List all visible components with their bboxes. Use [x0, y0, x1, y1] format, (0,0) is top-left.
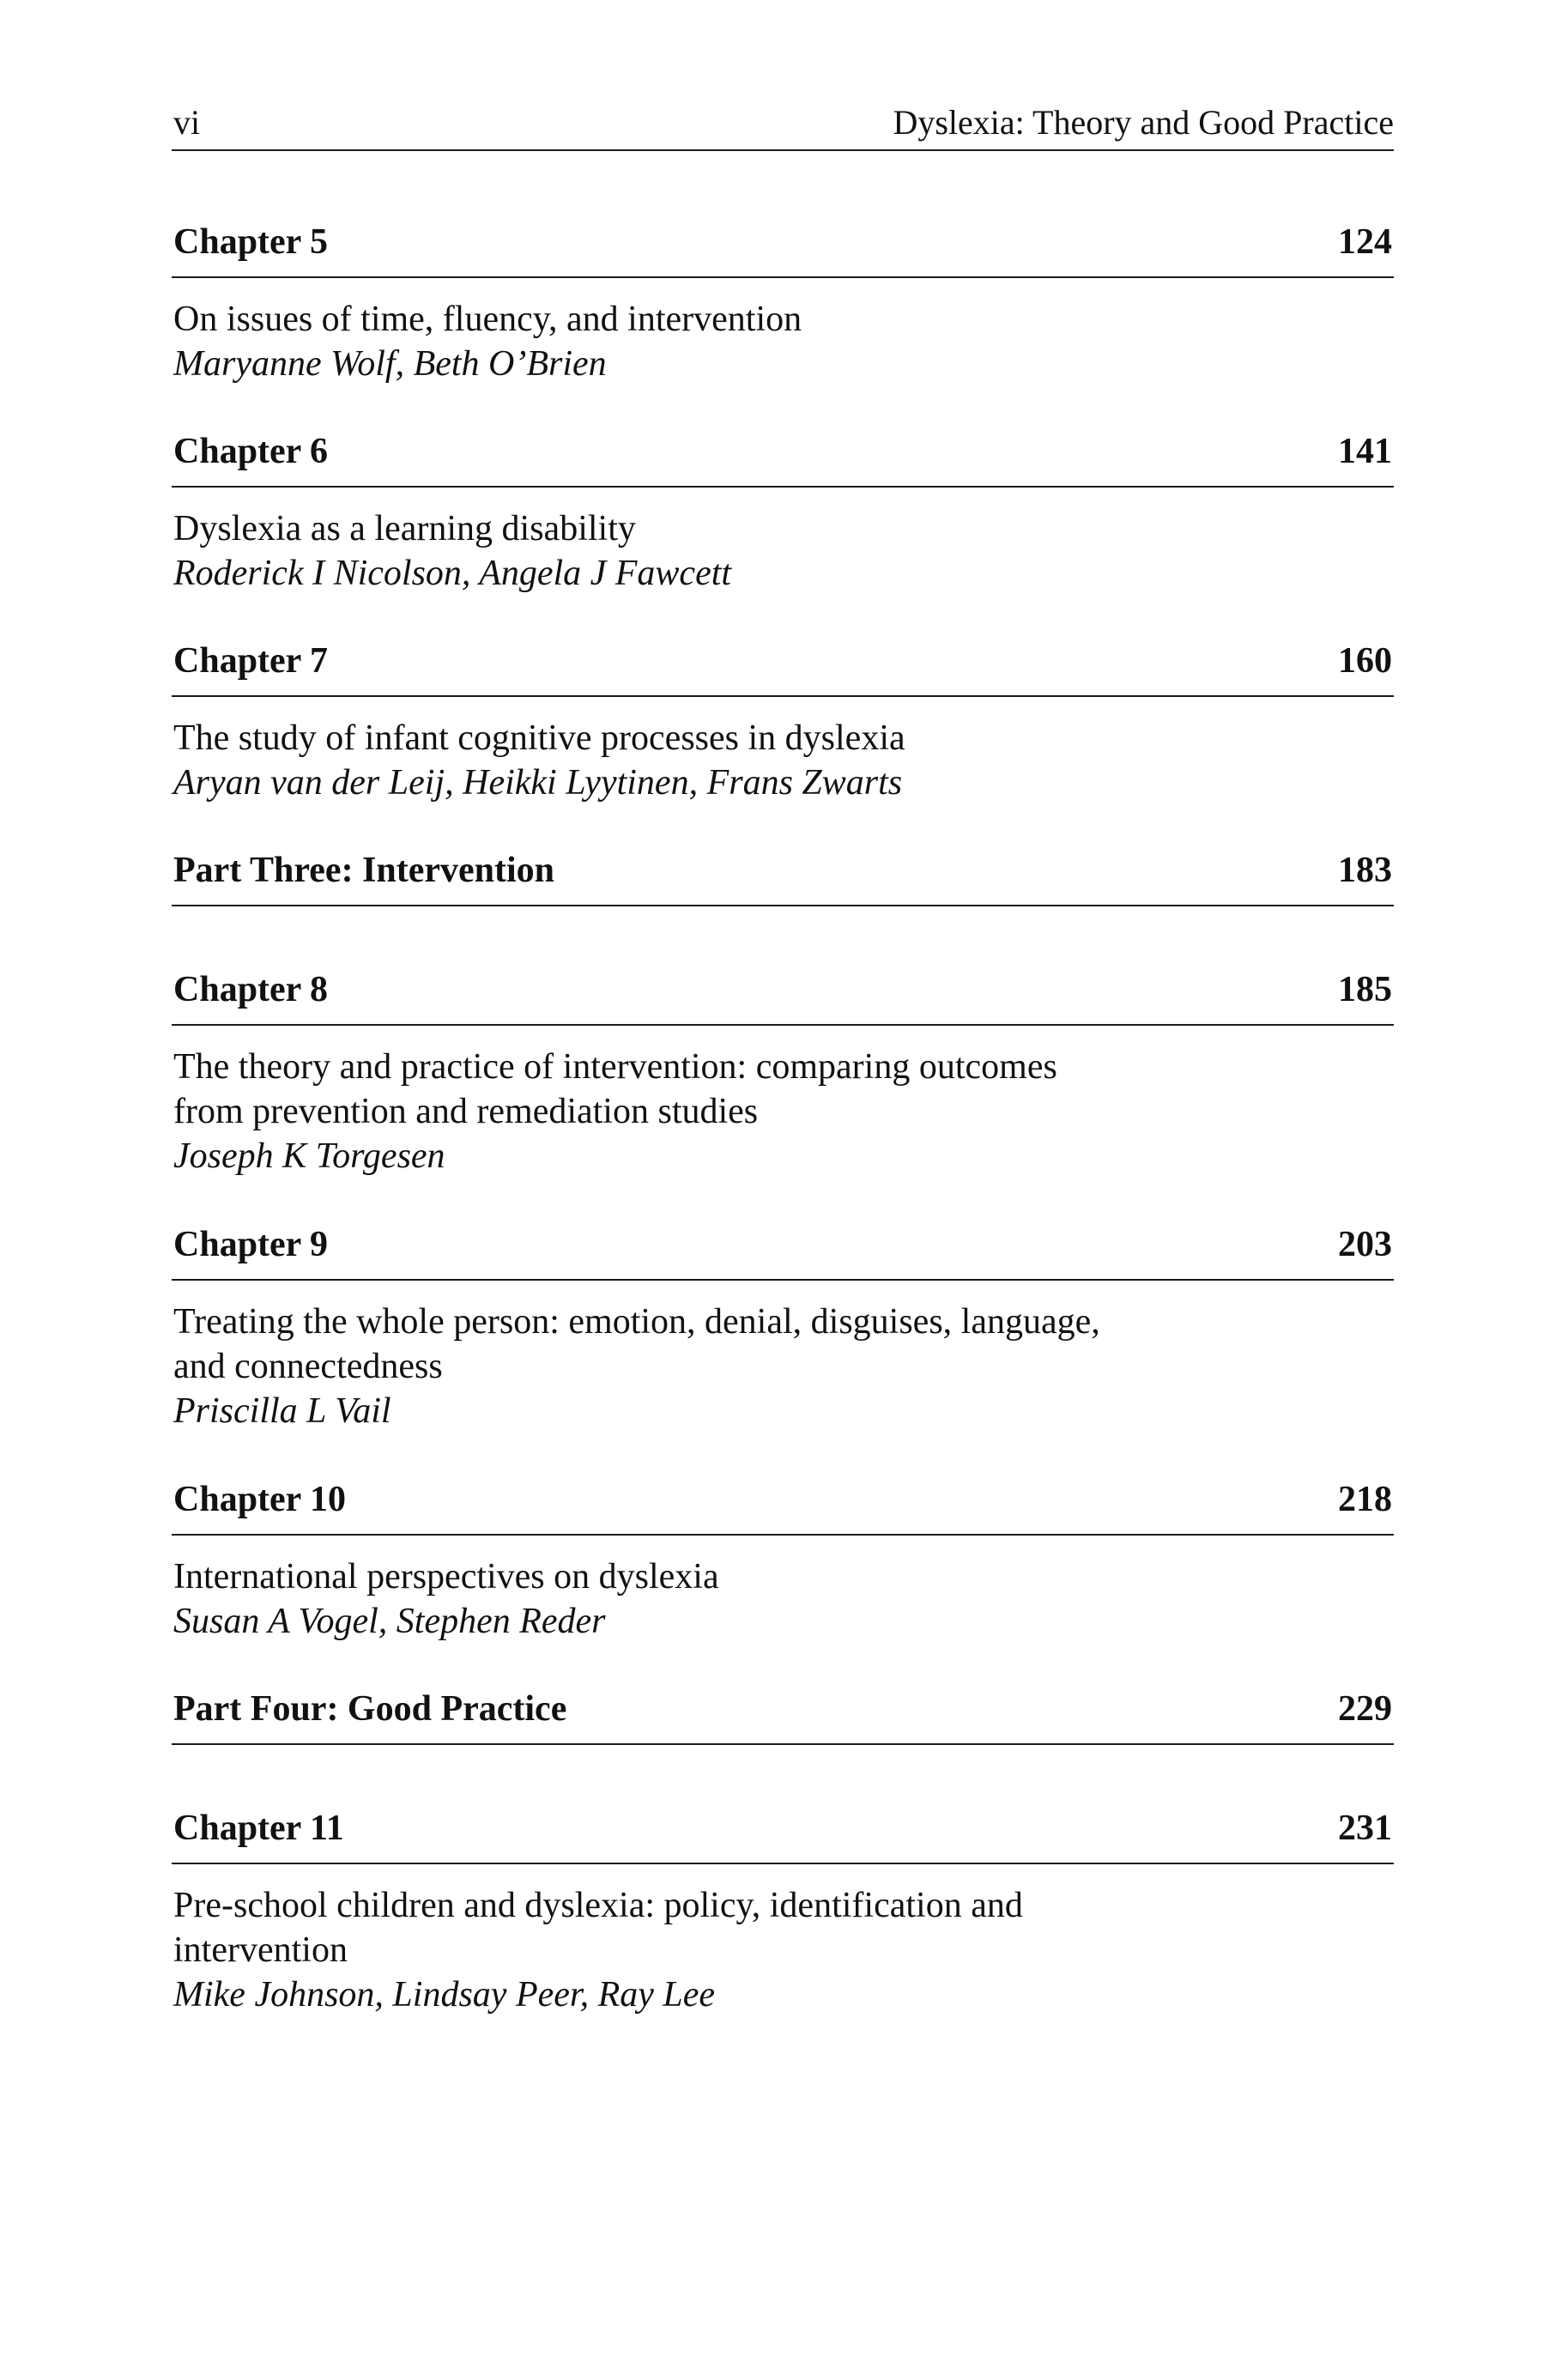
entry-title: The theory and practice of intervention: comparing outcomes: [173, 1047, 1057, 1087]
entry-page-number: 203: [1338, 1225, 1392, 1264]
entry-page-number: 185: [1338, 970, 1392, 1009]
entry-page-number: 229: [1338, 1689, 1392, 1729]
entry-heading: [172, 1801, 1394, 1864]
entry-heading: [172, 962, 1394, 1026]
entry-title: Pre-school children and dyslexia: policy, identification and: [173, 1886, 1023, 1925]
toc-entry-chapter-10: [172, 1472, 1394, 1644]
toc-entry-part-three: [172, 843, 1394, 906]
entry-label: Chapter 10: [173, 1480, 347, 1519]
entry-body: [172, 1554, 1244, 1644]
entry-authors: Roderick I Nicolson, Angela J Fawcett: [173, 554, 732, 593]
entry-heading: [172, 1472, 1394, 1536]
entry-body: [172, 297, 1244, 386]
entry-title-continued: from prevention and remediation studies: [173, 1092, 759, 1131]
entry-page-number: 218: [1338, 1480, 1392, 1519]
entry-title: The study of infant cognitive processes in dyslexia: [173, 718, 905, 758]
entry-page-number: 160: [1338, 641, 1392, 681]
entry-heading: [172, 633, 1394, 697]
toc-entry-chapter-5: [172, 215, 1394, 386]
entry-authors: Aryan van der Leij, Heikki Lyytinen, Frans Zwarts: [173, 763, 903, 803]
entry-body: [172, 1883, 1244, 2017]
entry-body: [172, 1045, 1244, 1178]
toc-entry-chapter-11: [172, 1801, 1394, 2017]
entry-label: Chapter 7: [173, 641, 329, 681]
entry-title-continued: intervention: [173, 1930, 348, 1970]
entry-heading: [172, 424, 1394, 488]
entry-title: Dyslexia as a learning disability: [173, 509, 636, 548]
entry-body: [172, 1300, 1244, 1433]
book-title: Dyslexia: Theory and Good Practice: [893, 103, 1394, 142]
entry-page-number: 183: [1338, 851, 1392, 890]
entry-label: Part Three: Intervention: [173, 851, 555, 890]
entry-label: Chapter 6: [173, 432, 329, 471]
entry-page-number: 124: [1338, 222, 1392, 262]
entry-title-continued: and connectedness: [173, 1347, 443, 1386]
toc-entry-chapter-9: [172, 1217, 1394, 1433]
toc-entry-chapter-7: [172, 633, 1394, 805]
toc-entry-chapter-6: [172, 424, 1394, 596]
entry-label: Chapter 8: [173, 970, 329, 1009]
page-folio: vi: [173, 103, 201, 142]
entry-body: [172, 716, 1244, 805]
entry-heading: [172, 843, 1394, 906]
entry-label: Part Four: Good Practice: [173, 1689, 567, 1729]
toc-entry-chapter-8: [172, 962, 1394, 1178]
entry-page-number: 231: [1338, 1809, 1392, 1848]
entry-title: International perspectives on dyslexia: [173, 1557, 719, 1597]
entry-label: Chapter 5: [173, 222, 329, 262]
entry-heading: [172, 1217, 1394, 1281]
entry-authors: Maryanne Wolf, Beth O’Brien: [173, 344, 607, 384]
toc-entry-part-four: [172, 1681, 1394, 1745]
entry-label: Chapter 11: [173, 1809, 344, 1848]
entry-body: [172, 506, 1244, 596]
entry-label: Chapter 9: [173, 1225, 329, 1264]
entry-title: Treating the whole person: emotion, denial, disguises, language,: [173, 1302, 1100, 1342]
entry-page-number: 141: [1338, 432, 1392, 471]
entry-heading: [172, 215, 1394, 278]
entry-authors: Priscilla L Vail: [173, 1391, 391, 1431]
entry-title: On issues of time, fluency, and intervention: [173, 300, 802, 339]
entry-authors: Joseph K Torgesen: [173, 1136, 445, 1176]
entry-authors: Susan A Vogel, Stephen Reder: [173, 1602, 606, 1641]
entry-heading: [172, 1681, 1394, 1745]
entry-authors: Mike Johnson, Lindsay Peer, Ray Lee: [173, 1975, 716, 2015]
running-head: [172, 101, 1394, 151]
